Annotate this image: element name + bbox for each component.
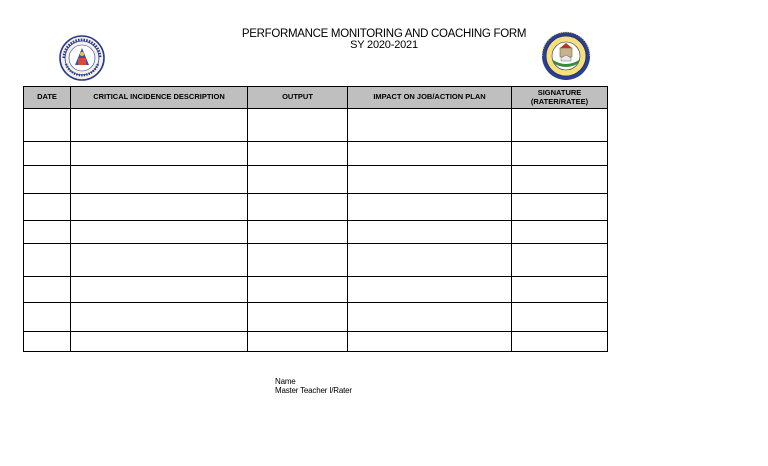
cell-impact[interactable] bbox=[348, 194, 512, 221]
cell-description[interactable] bbox=[71, 277, 248, 303]
cell-impact[interactable] bbox=[348, 221, 512, 244]
cell-description[interactable] bbox=[71, 109, 248, 142]
cell-output[interactable] bbox=[248, 303, 348, 332]
cell-date[interactable] bbox=[24, 109, 71, 142]
cell-output[interactable] bbox=[248, 194, 348, 221]
monitoring-table bbox=[23, 86, 608, 352]
cell-description[interactable] bbox=[71, 194, 248, 221]
cell-output[interactable] bbox=[248, 332, 348, 352]
table-row bbox=[24, 277, 608, 303]
cell-output[interactable] bbox=[248, 244, 348, 277]
table-row bbox=[24, 221, 608, 244]
header-signature bbox=[512, 87, 608, 109]
cell-signature[interactable] bbox=[512, 194, 608, 221]
header-date: DATE bbox=[24, 87, 71, 109]
cell-impact[interactable] bbox=[348, 109, 512, 142]
table-row bbox=[24, 194, 608, 221]
cell-date[interactable] bbox=[24, 303, 71, 332]
cell-date[interactable] bbox=[24, 194, 71, 221]
cell-description[interactable] bbox=[71, 142, 248, 166]
cell-date[interactable] bbox=[24, 221, 71, 244]
header-critical-incidence-description: CRITICAL INCIDENCE DESCRIPTION bbox=[71, 87, 248, 109]
table-row bbox=[24, 332, 608, 352]
cell-date[interactable] bbox=[24, 244, 71, 277]
signatory-name-label: Name bbox=[275, 377, 296, 386]
cell-description[interactable] bbox=[71, 244, 248, 277]
cell-impact[interactable] bbox=[348, 244, 512, 277]
table-body bbox=[24, 109, 608, 352]
cell-description[interactable] bbox=[71, 166, 248, 194]
cell-output[interactable] bbox=[248, 166, 348, 194]
school-year: SY 2020-2021 bbox=[350, 39, 418, 52]
cell-date[interactable] bbox=[24, 166, 71, 194]
cell-impact[interactable] bbox=[348, 303, 512, 332]
cell-impact[interactable] bbox=[348, 332, 512, 352]
cell-output[interactable] bbox=[248, 221, 348, 244]
cell-signature[interactable] bbox=[512, 221, 608, 244]
table-row bbox=[24, 244, 608, 277]
cell-output[interactable] bbox=[248, 277, 348, 303]
cell-output[interactable] bbox=[248, 109, 348, 142]
table-row bbox=[24, 109, 608, 142]
table-row bbox=[24, 142, 608, 166]
header-signature-line1: SIGNATURE bbox=[537, 87, 582, 97]
cell-signature[interactable] bbox=[512, 332, 608, 352]
cell-signature[interactable] bbox=[512, 142, 608, 166]
table-header-row bbox=[24, 87, 608, 109]
header-impact-action-plan: IMPACT ON JOB/ACTION PLAN bbox=[348, 87, 512, 109]
cell-description[interactable] bbox=[71, 303, 248, 332]
cell-date[interactable] bbox=[24, 332, 71, 352]
cell-signature[interactable] bbox=[512, 277, 608, 303]
deped-seal-icon bbox=[56, 34, 108, 82]
cell-description[interactable] bbox=[71, 221, 248, 244]
signatory-role-label: Master Teacher I/Rater bbox=[275, 385, 352, 395]
cell-signature[interactable] bbox=[512, 303, 608, 332]
cell-signature[interactable] bbox=[512, 166, 608, 194]
table-row bbox=[24, 166, 608, 194]
school-seal-icon bbox=[539, 30, 593, 82]
cell-impact[interactable] bbox=[348, 166, 512, 194]
cell-signature[interactable] bbox=[512, 244, 608, 277]
header-output: OUTPUT bbox=[248, 87, 348, 109]
cell-impact[interactable] bbox=[348, 277, 512, 303]
signatory-block bbox=[275, 378, 352, 396]
form-title: PERFORMANCE MONITORING AND COACHING FORM bbox=[241, 28, 527, 40]
cell-date[interactable] bbox=[24, 142, 71, 166]
cell-description[interactable] bbox=[71, 332, 248, 352]
cell-date[interactable] bbox=[24, 277, 71, 303]
header-signature-line2: (RATER/RATEE) bbox=[530, 96, 589, 106]
cell-signature[interactable] bbox=[512, 109, 608, 142]
table-row bbox=[24, 303, 608, 332]
cell-output[interactable] bbox=[248, 142, 348, 166]
form-header bbox=[240, 28, 528, 52]
cell-impact[interactable] bbox=[348, 142, 512, 166]
